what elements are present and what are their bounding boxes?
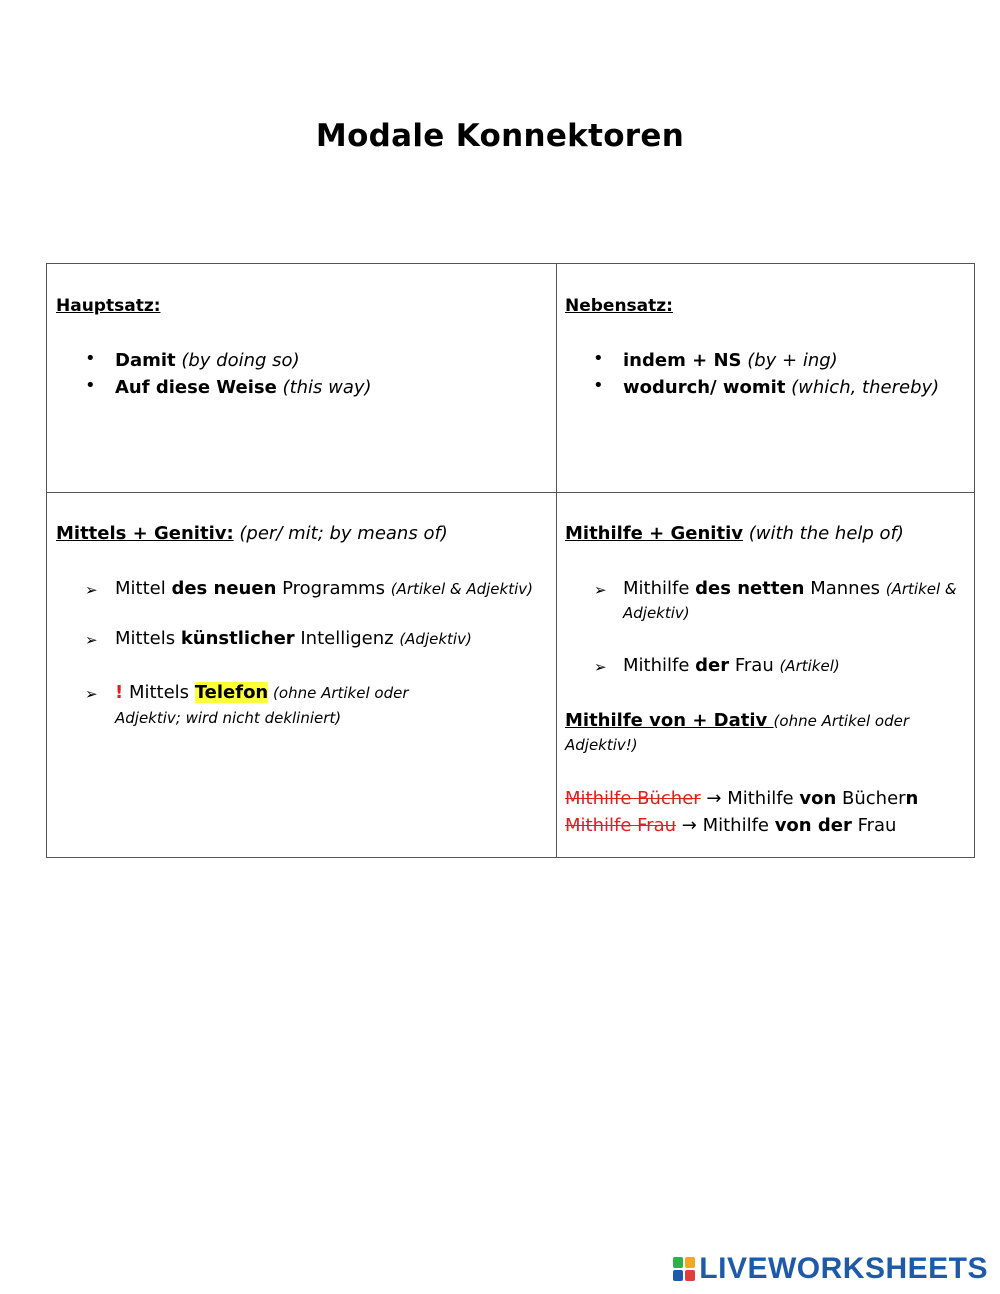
logo-text: LIVEWORKSHEETS [699, 1252, 988, 1285]
text: Frau [851, 815, 897, 836]
text: Intelligenz [294, 628, 400, 649]
bullet-icon: • [593, 375, 604, 396]
item-gloss: (this way) [282, 377, 372, 398]
table-row [47, 493, 975, 858]
correction-line [565, 788, 918, 809]
cell-hauptsatz [47, 264, 557, 493]
cell-mittels [47, 493, 557, 858]
warning-mark: ! [115, 682, 124, 703]
text: Mannes [804, 578, 886, 599]
correction-line [565, 815, 896, 836]
bullet-icon: • [85, 375, 96, 396]
mithilfe-heading-line [565, 523, 904, 544]
mithilfe-heading: Mithilfe + Genitiv [565, 523, 743, 544]
note-continued: Adjektiv; wird nicht dekliniert) [115, 709, 342, 727]
item-gloss: (which, thereby) [791, 377, 940, 398]
liveworksheets-logo [673, 1252, 988, 1286]
nebensatz-heading: Nebensatz: [565, 296, 673, 316]
item-gloss: (by doing so) [181, 350, 300, 371]
text: Frau [729, 655, 780, 676]
text-bold: der [695, 655, 730, 676]
note: (Artikel) [779, 657, 840, 675]
text-bold: des netten [695, 578, 805, 599]
mithilfe-gloss: (with the help of) [748, 523, 904, 544]
example-line [623, 655, 840, 676]
text: Mithilfe [623, 655, 696, 676]
text: Mithilfe [623, 578, 696, 599]
wrong-form: Mithilfe Frau [565, 815, 677, 836]
note: (ohne Artikel oder [268, 684, 409, 702]
wrong-form: Mithilfe Bücher [565, 788, 701, 809]
arrow-bullet-icon: ➢ [85, 581, 98, 599]
note: (ohne Artikel oder [773, 712, 910, 730]
cell-nebensatz [557, 264, 975, 493]
mittels-heading: Mittels + Genitiv: [56, 523, 234, 544]
list-item [623, 350, 838, 371]
arrow-right-icon: → [681, 815, 697, 836]
item-bold: wodurch/ womit [623, 377, 786, 398]
example-line [115, 578, 533, 599]
item-bold: Damit [115, 350, 176, 371]
text: Mittels [115, 628, 181, 649]
bullet-icon: • [593, 348, 604, 369]
text: Programms [276, 578, 391, 599]
note-continued: Adjektiv!) [565, 736, 638, 754]
note: (Artikel & Adjektiv) [390, 580, 533, 598]
logo-icon [673, 1257, 695, 1281]
example-line [115, 628, 472, 649]
list-item [623, 377, 939, 398]
arrow-right-icon: → [706, 788, 722, 809]
text-bold: n [905, 788, 919, 809]
mittels-gloss: (per/ mit; by means of) [239, 523, 448, 544]
text: Mithilfe [721, 788, 800, 809]
item-bold: Auf diese Weise [115, 377, 277, 398]
note-continued: Adjektiv) [623, 604, 690, 622]
text-bold: von [799, 788, 837, 809]
note: (Artikel & [885, 580, 957, 598]
arrow-bullet-icon: ➢ [594, 581, 607, 599]
example-line [115, 682, 409, 703]
text: Mittels [123, 682, 195, 703]
arrow-bullet-icon: ➢ [594, 658, 607, 676]
arrow-bullet-icon: ➢ [85, 631, 98, 649]
von-dativ-heading: Mithilfe von + Dativ [565, 710, 774, 731]
text-bold: von der [774, 815, 852, 836]
list-item [115, 377, 372, 398]
list-item [115, 350, 300, 371]
text: Mithilfe [696, 815, 775, 836]
text: Mittel [115, 578, 172, 599]
von-heading-line [565, 710, 909, 731]
connector-table [46, 263, 975, 858]
hauptsatz-heading: Hauptsatz: [56, 296, 161, 316]
item-bold: indem + NS [623, 350, 742, 371]
text-bold: des neuen [171, 578, 277, 599]
text-bold: künstlicher [180, 628, 295, 649]
highlighted-word: Telefon [194, 682, 269, 703]
note: (Adjektiv) [399, 630, 472, 648]
item-gloss: (by + ing) [747, 350, 838, 371]
example-line [623, 578, 957, 599]
cell-mithilfe [557, 493, 975, 858]
bullet-icon: • [85, 348, 96, 369]
page-title: Modale Konnektoren [315, 118, 685, 154]
mittels-heading-line [56, 523, 448, 544]
arrow-bullet-icon: ➢ [85, 685, 98, 703]
table-row [47, 264, 975, 493]
text: Bücher [836, 788, 906, 809]
